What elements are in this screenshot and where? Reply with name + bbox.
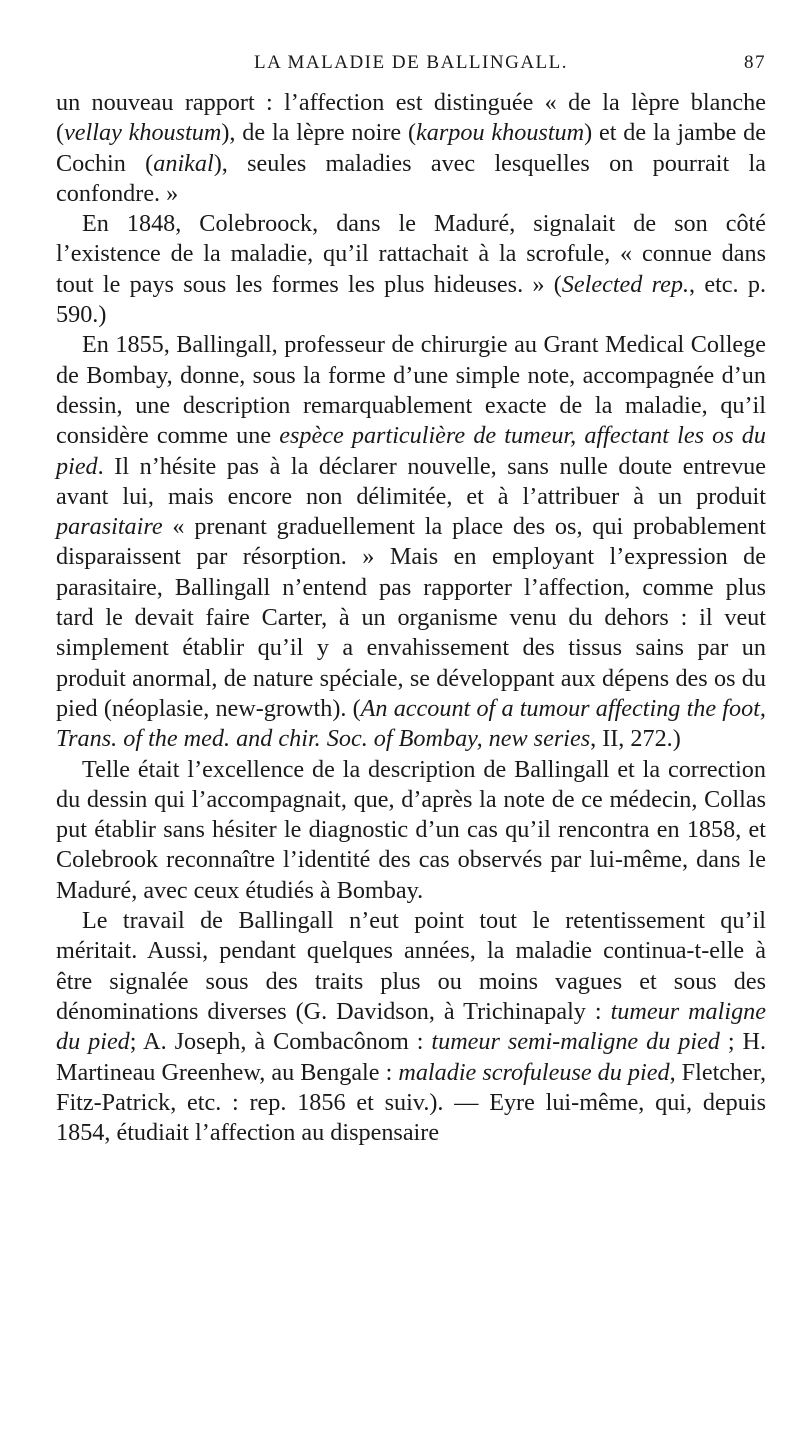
italic-text: espèce particulière de tumeur, affectant les os du pied [56,422,766,480]
italic-text: Selected rep. [561,270,690,298]
running-title: LA MALADIE DE BALLINGALL. [253,52,568,73]
running-head [56,46,766,80]
text-run: ) et de la jambe de Cochin ( [56,119,767,177]
italic-text: anikal [153,149,214,177]
text-run: En 1855, Ballingall, professeur de chirurgie au Grant Medical College de Bombay, donne, sous la forme d’une simple note, accompagnée d’un dessin, une description remarquablement exacte de la maladie, qu’il considère comme une [56,331,766,450]
text-run: ; H. Martineau Greenhew, au Bengale : [56,1028,766,1086]
paragraph [56,755,766,906]
italic-text: karpou khoustum [416,119,585,147]
body-text [56,88,766,1148]
italic-text: parasitaire [56,513,163,541]
paragraph [56,209,766,330]
italic-text: maladie scrofuleuse du pied [398,1058,670,1086]
text-run: « prenant graduellement la place des os, qui probablement disparaissent par résorption. » Mais en employant l’expression de parasitaire, Ballingall n’entend pas rapporter l’affection, comme plus tard le devait faire Carter, à un organisme venu du dehors : il veut simplement établir qu’il y a envahissement des tissus sains par un produit anormal, de nature spéciale, se développant aux dépens des os du pied (néoplasie, new-growth). ( [56,513,766,722]
italic-text: tumeur maligne du pied [56,997,767,1056]
text-run: Le travail de Ballingall n’eut point tout le retentissement qu’il méritait. Aussi, pendant quelques années, la maladie continua-t-elle à être signalée sous des traits plus ou moins vagues et sous des dénominations diverses (G. Davidson, à Trichinapaly : [56,907,766,1025]
text-run: , II, 272.) [590,725,681,753]
text-run: un nouveau rapport : l’affection est distinguée « de la lèpre blanche ( [56,89,766,147]
text-run: ; A. Joseph, à Combacônom : [129,1028,432,1056]
text-run: Telle était l’excellence de la description de Ballingall et la correction du dessin qui l’accompagnait, que, d’après la note de ce médecin, Collas put établir sans hésiter le diagnostic d’un cas qu’il rencontra en 1858, et Colebrook reconnaître l’identité des cas observés par lui-même, dans le Maduré, avec ceux étudiés à Bombay. [56,755,766,904]
paragraph [56,330,766,754]
italic-text: tumeur semi-maligne du pied [431,1028,720,1056]
text-run: , Fletcher, Fitz-Patrick, etc. : rep. 1856 et suiv.). — Eyre lui-même, qui, depuis 1854, étudiait l’affection au dispensaire [56,1058,766,1147]
text-run: ), de la lèpre noire ( [221,119,417,147]
page [56,46,766,1148]
page-number: 87 [744,52,766,73]
text-run: En 1848, Colebroock, dans le Maduré, signalait de son côté l’existence de la maladie, qu’il rattachait à la scrofule, « connue dans tout le pays sous les formes les plus hideuses. » ( [56,210,766,298]
italic-text: vellay khoustum [64,119,222,147]
text-run: . Il n’hésite pas à la déclarer nouvelle, sans nulle doute entrevue avant lui, mais encore non délimitée, et à l’attribuer à un produit [56,452,766,510]
text-run: ), seules maladies avec lesquelles on pourrait la confondre. » [56,149,766,207]
text-run: , etc. p. 590.) [56,270,766,329]
paragraph [56,88,766,209]
italic-text: An account of a tumour affecting the foot, Trans. of the med. and chir. Soc. of Bombay, new series [56,694,766,753]
paragraph [56,906,766,1148]
